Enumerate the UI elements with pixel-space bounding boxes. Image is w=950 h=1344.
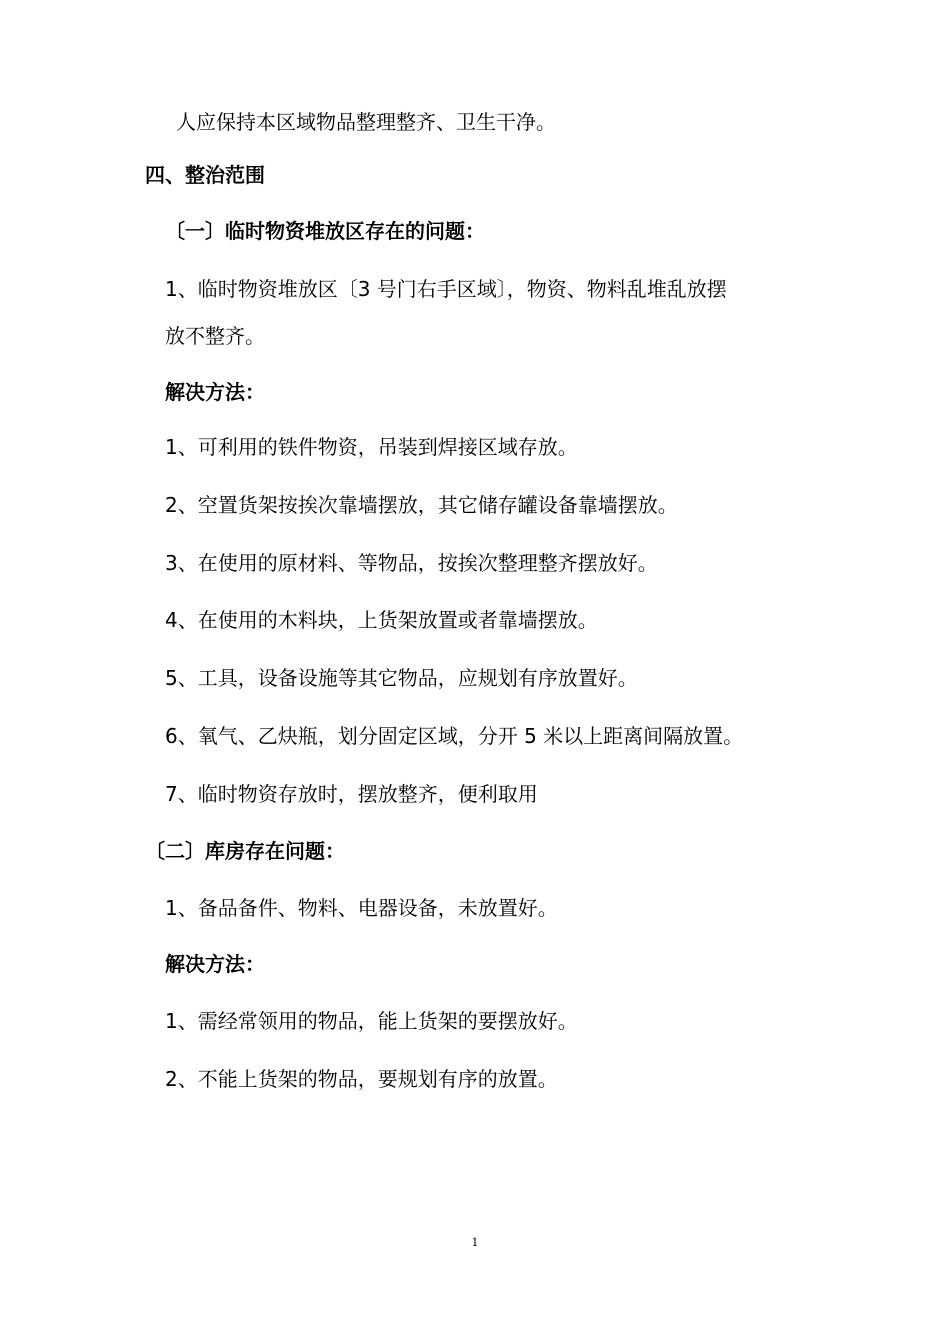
solution-item: 1、可利用的铁件物资，吊装到焊接区域存放。 <box>165 435 578 459</box>
subsection-heading: 〔二〕库房存在问题： <box>145 839 345 863</box>
solution-heading: 解决方法： <box>165 952 265 976</box>
solution-item: 3、在使用的原材料、等物品，按挨次整理整齐摆放好。 <box>165 551 658 575</box>
problem-item-continuation: 放不整齐。 <box>165 324 265 348</box>
solution-item: 6、氧气、乙炔瓶，划分固定区域，分开 5 米以上距离间隔放置。 <box>165 724 744 748</box>
page-number: 1 <box>471 1236 479 1249</box>
subsection-heading: 〔一〕临时物资堆放区存在的问题： <box>165 219 485 243</box>
problem-item: 1、临时物资堆放区〔3 号门右手区域〕，物资、物料乱堆乱放摆 <box>165 277 727 301</box>
solution-item: 2、不能上货架的物品，要规划有序的放置。 <box>165 1067 558 1091</box>
solution-item: 1、需经常领用的物品，能上货架的要摆放好。 <box>165 1009 578 1033</box>
solution-item: 5、工具，设备设施等其它物品，应规划有序放置好。 <box>165 666 638 690</box>
body-text-continuation: 人应保持本区域物品整理整齐、卫生干净。 <box>176 110 556 134</box>
solution-item: 2、空置货架按挨次靠墙摆放，其它储存罐设备靠墙摆放。 <box>165 493 678 517</box>
solution-item: 7、临时物资存放时，摆放整齐，便利取用 <box>165 782 538 806</box>
section-heading: 四、整治范围 <box>145 163 265 187</box>
solution-item: 4、在使用的木料块，上货架放置或者靠墙摆放。 <box>165 608 598 632</box>
problem-item: 1、备品备件、物料、电器设备，未放置好。 <box>165 896 558 920</box>
solution-heading: 解决方法： <box>165 380 265 404</box>
